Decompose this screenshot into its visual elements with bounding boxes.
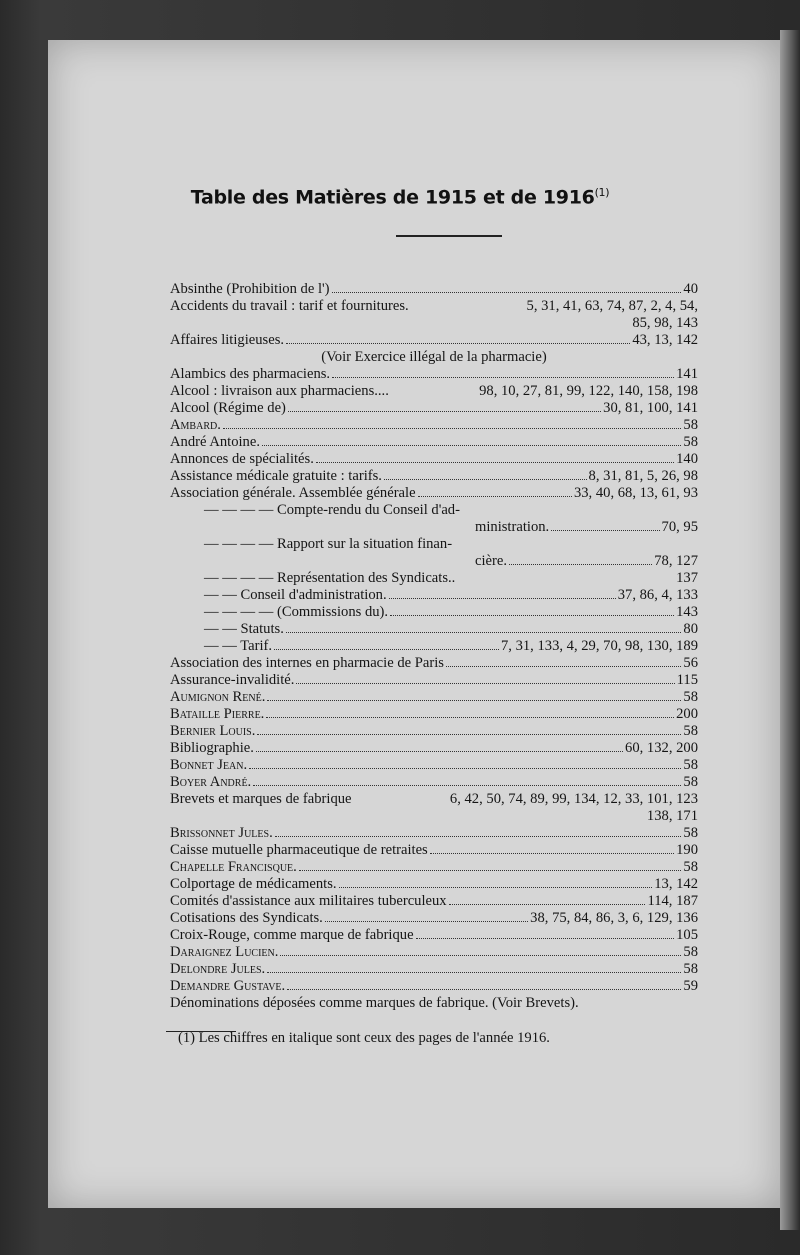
- title-text: Table des Matières de 1915 et de 1916: [190, 186, 595, 209]
- index-subentry: — — — — Représentation des Syndicats.. 137: [204, 570, 698, 586]
- index-entry: Aumignon René. 58: [170, 689, 698, 705]
- index-entry: Bonnet Jean. 58: [170, 757, 698, 773]
- index-subentry-continuation: ministration. 70, 95: [475, 519, 698, 535]
- index-entry: Dénominations déposées comme marques de fabrique. (Voir Brevets).: [170, 995, 579, 1011]
- index-subentry: — — Conseil d'administration. 37, 86, 4, 133: [204, 587, 698, 603]
- index-subentry: — — — — Compte-rendu du Conseil d'ad-: [204, 502, 460, 518]
- index-entry: Demandre Gustave. 59: [170, 978, 698, 994]
- index-entry: Colportage de médicaments. 13, 142: [170, 876, 698, 892]
- index-entry: Alcool : livraison aux pharmaciens.... 98, 10, 27, 81, 99, 122, 140, 158, 198: [170, 383, 698, 399]
- index-entry: Brissonnet Jules. 58: [170, 825, 698, 841]
- index-subentry: — — Statuts. 80: [204, 621, 698, 637]
- title-footnote-ref: (1): [594, 186, 610, 199]
- index-note: (Voir Exercice illégal de la pharmacie): [321, 349, 547, 365]
- index-entry: Bibliographie. 60, 132, 200: [170, 740, 698, 756]
- page-edge: [780, 30, 800, 1230]
- index-entry: Boyer André. 58: [170, 774, 698, 790]
- index-entry: Association des internes en pharmacie de Paris 56: [170, 655, 698, 671]
- index-entry: Assurance-invalidité. 115: [170, 672, 698, 688]
- index-entry: Brevets et marques de fabrique 6, 42, 50, 74, 89, 99, 134, 12, 33, 101, 123: [170, 791, 698, 807]
- index-entry-continuation: 138, 171: [646, 808, 698, 824]
- index-subentry: — — Tarif. 7, 31, 133, 4, 29, 70, 98, 130, 189: [204, 638, 698, 654]
- index-list: [170, 281, 698, 1012]
- index-entry: Affaires litigieuses. 43, 13, 142: [170, 332, 698, 348]
- index-subentry: — — — — (Commissions du). 143: [204, 604, 698, 620]
- page-title: [0, 186, 800, 208]
- index-subentry-continuation: cière. 78, 127: [475, 553, 698, 569]
- title-rule: [396, 235, 502, 237]
- footnote: (1) Les chiffres en italique sont ceux des pages de l'année 1916.: [178, 1030, 550, 1046]
- index-entry: Daraignez Lucien. 58: [170, 944, 698, 960]
- index-entry: Alcool (Régime de) 30, 81, 100, 141: [170, 400, 698, 416]
- index-entry: Croix-Rouge, comme marque de fabrique 105: [170, 927, 698, 943]
- index-entry: Assistance médicale gratuite : tarifs. 8, 31, 81, 5, 26, 98: [170, 468, 698, 484]
- index-entry: Ambard. 58: [170, 417, 698, 433]
- index-entry: Alambics des pharmaciens. 141: [170, 366, 698, 382]
- index-entry: André Antoine. 58: [170, 434, 698, 450]
- index-entry: Absinthe (Prohibition de l') 40: [170, 281, 698, 297]
- index-entry: Accidents du travail : tarif et fournitures. 5, 31, 41, 63, 74, 87, 2, 4, 54,: [170, 298, 698, 314]
- index-entry: Chapelle Francisque. 58: [170, 859, 698, 875]
- index-entry-continuation: 85, 98, 143: [632, 315, 698, 331]
- index-subentry: — — — — Rapport sur la situation finan-: [204, 536, 453, 552]
- index-entry: Annonces de spécialités. 140: [170, 451, 698, 467]
- index-entry: Cotisations des Syndicats. 38, 75, 84, 86, 3, 6, 129, 136: [170, 910, 698, 926]
- index-entry: Association générale. Assemblée générale 33, 40, 68, 13, 61, 93: [170, 485, 698, 501]
- index-entry: Bataille Pierre. 200: [170, 706, 698, 722]
- index-entry: Comités d'assistance aux militaires tuberculeux 114, 187: [170, 893, 698, 909]
- index-entry: Bernier Louis. 58: [170, 723, 698, 739]
- index-entry: Caisse mutuelle pharmaceutique de retraites 190: [170, 842, 698, 858]
- index-entry: Delondre Jules. 58: [170, 961, 698, 977]
